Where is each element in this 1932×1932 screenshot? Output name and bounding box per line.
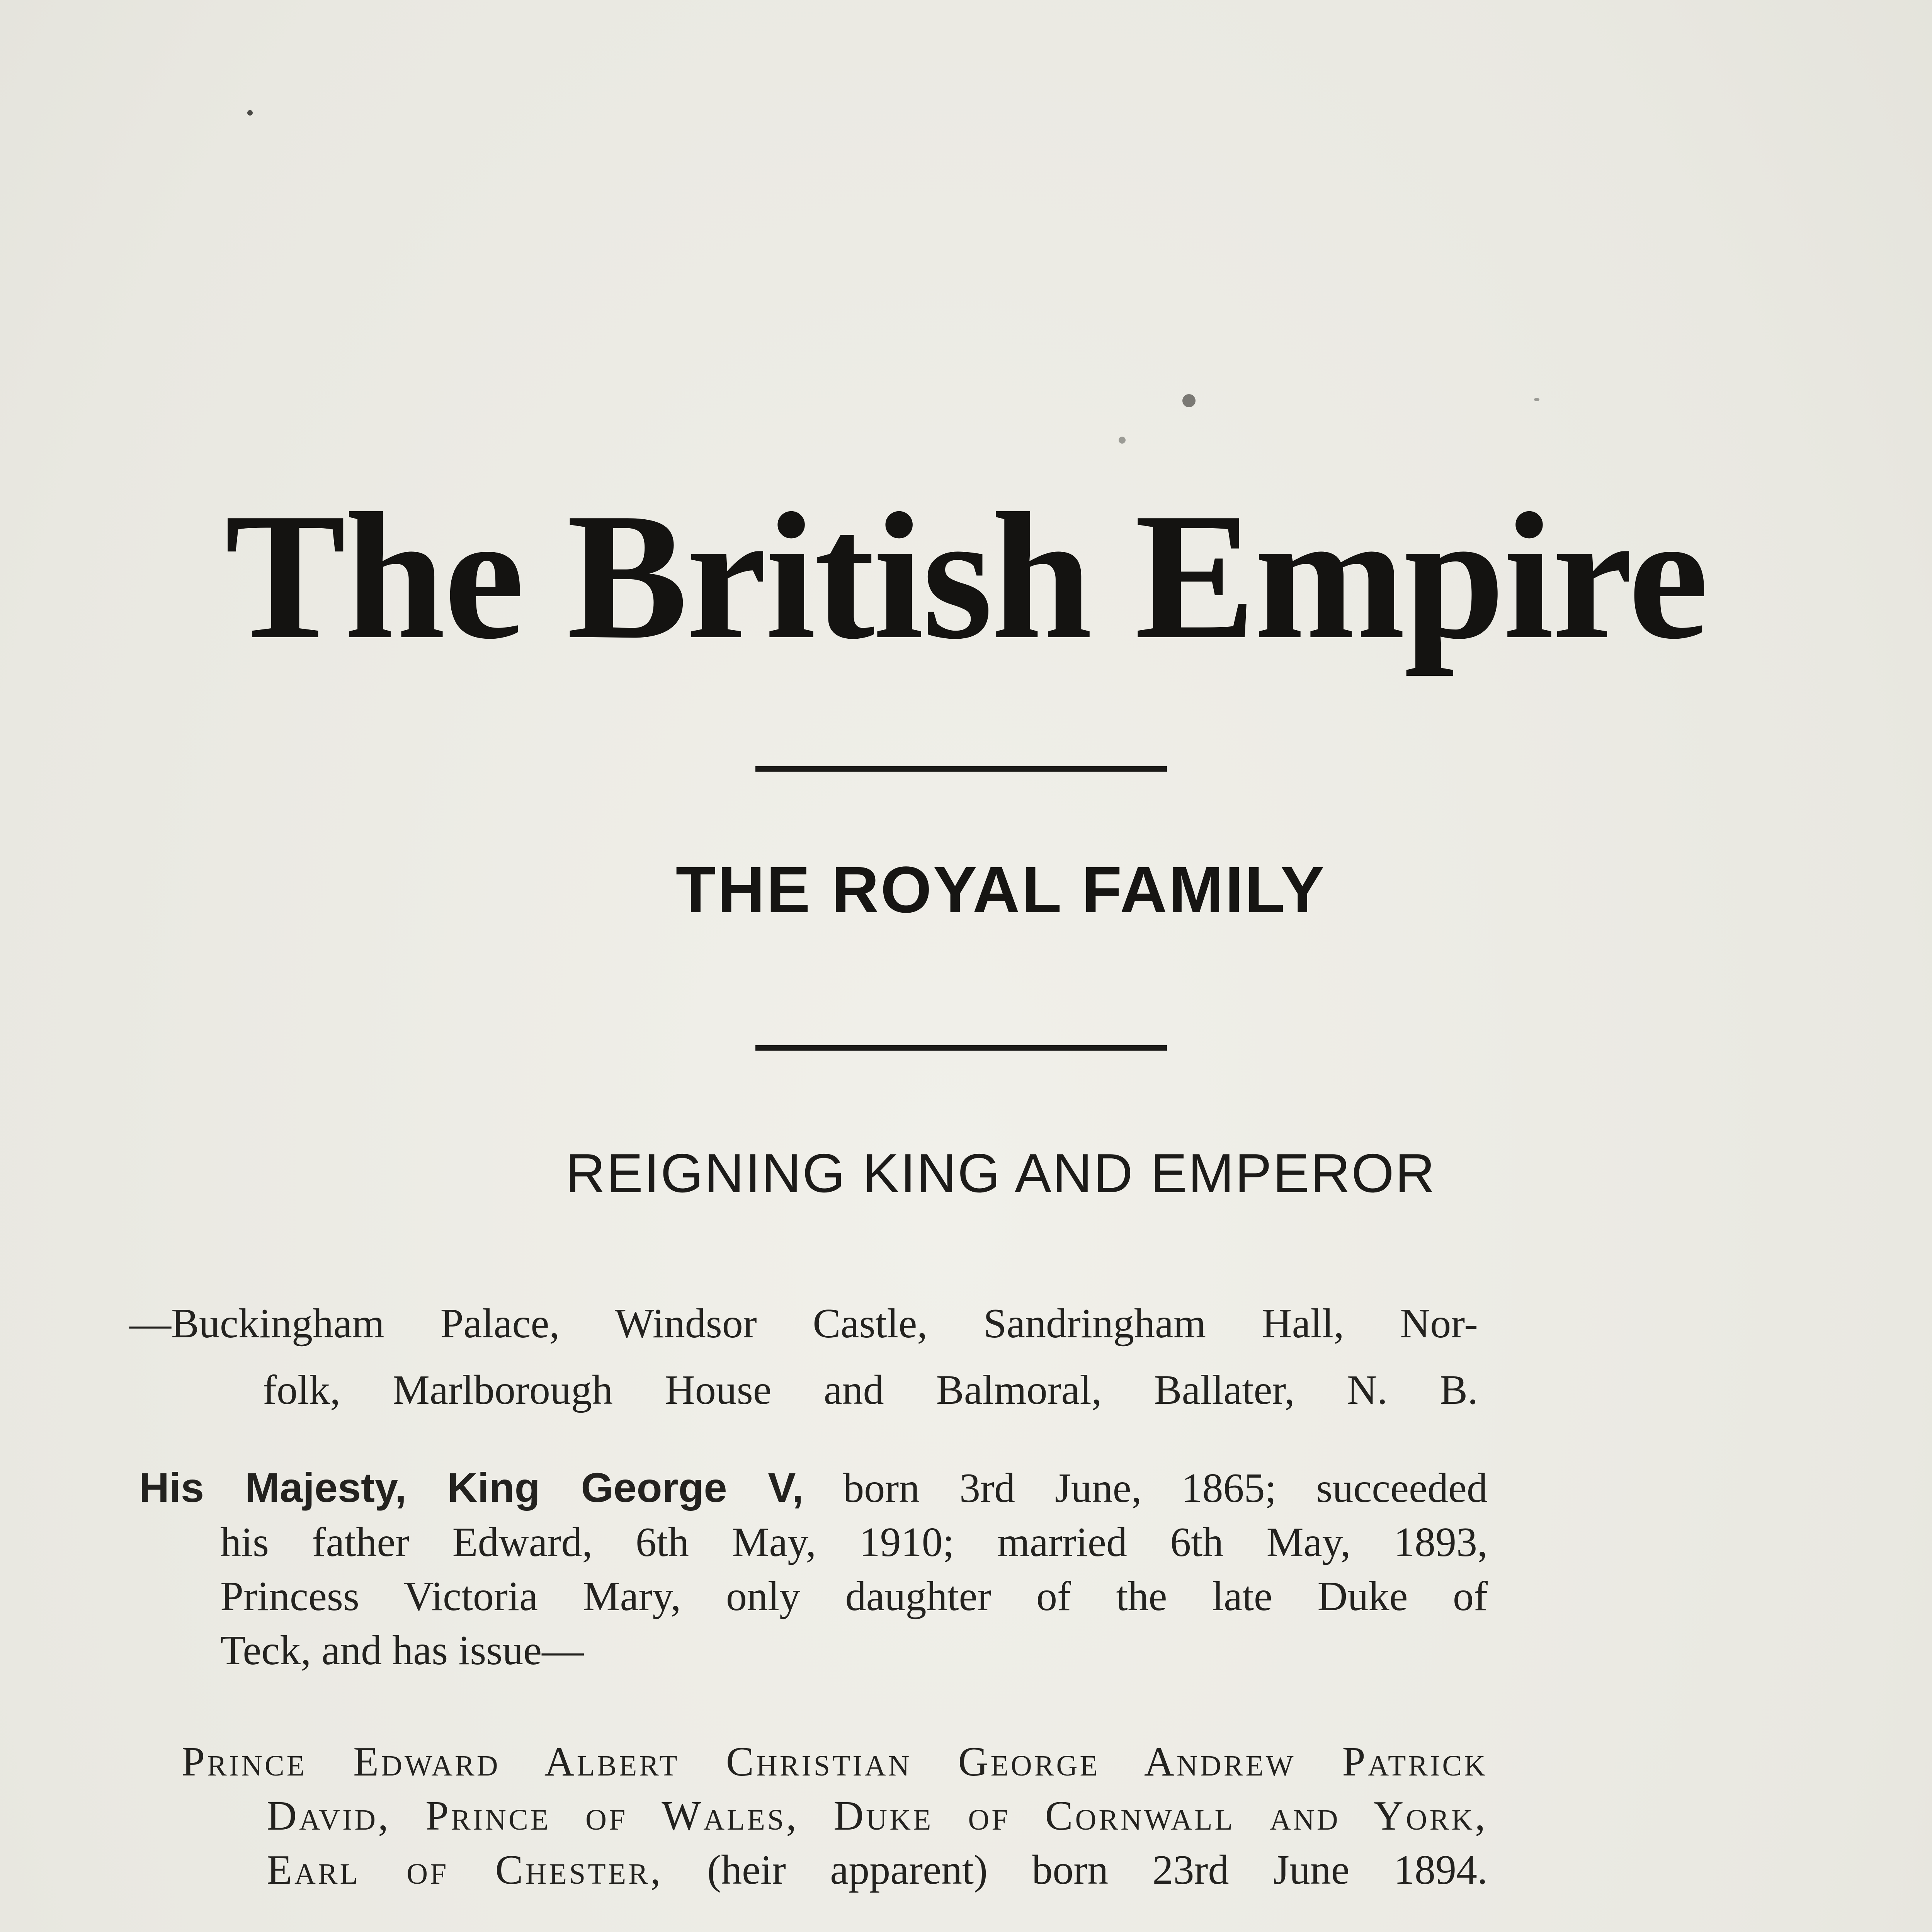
residences-line-2: folk, Marlborough House and Balmoral, Ballater, N. B. bbox=[263, 1367, 1478, 1413]
heir-title: Earl of Chester, bbox=[267, 1847, 663, 1893]
king-name: His Majesty, King George V, bbox=[139, 1464, 804, 1511]
divider-rule-bottom bbox=[755, 1045, 1167, 1051]
paper-speck bbox=[1119, 437, 1126, 444]
subsection-heading: REIGNING KING AND EMPEROR bbox=[565, 1143, 1436, 1204]
residences-line-1: —Buckingham Palace, Windsor Castle, Sandringham Hall, Nor- bbox=[129, 1301, 1478, 1347]
residences-paragraph bbox=[129, 1291, 1478, 1423]
paper-speck bbox=[1534, 398, 1539, 401]
king-paragraph bbox=[139, 1461, 1488, 1678]
divider-rule-top bbox=[755, 766, 1167, 772]
paper-speck bbox=[1182, 394, 1196, 407]
king-line-3: Princess Victoria Mary, only daughter of the late Duke of bbox=[220, 1573, 1488, 1619]
king-line-1-rest: born 3rd June, 1865; succeeded bbox=[803, 1465, 1488, 1511]
heir-paragraph bbox=[182, 1735, 1488, 1897]
heir-line-3-rest: (heir apparent) born 23rd June 1894. bbox=[663, 1847, 1488, 1893]
heir-line-3 bbox=[267, 1843, 1488, 1897]
heir-line-2: David, Prince of Wales, Duke of Cornwall and York, bbox=[267, 1793, 1488, 1839]
king-line-2: his father Edward, 6th May, 1910; married 6th May, 1893, bbox=[220, 1519, 1488, 1565]
paper-speck bbox=[247, 110, 253, 116]
king-line-4: Teck, and has issue— bbox=[220, 1628, 584, 1673]
page-title: The British Empire bbox=[224, 475, 1708, 677]
section-heading: THE ROYAL FAMILY bbox=[675, 853, 1326, 927]
heir-line-1: Prince Edward Albert Christian George Andrew Patrick bbox=[182, 1739, 1488, 1785]
king-line-1 bbox=[139, 1461, 1488, 1515]
